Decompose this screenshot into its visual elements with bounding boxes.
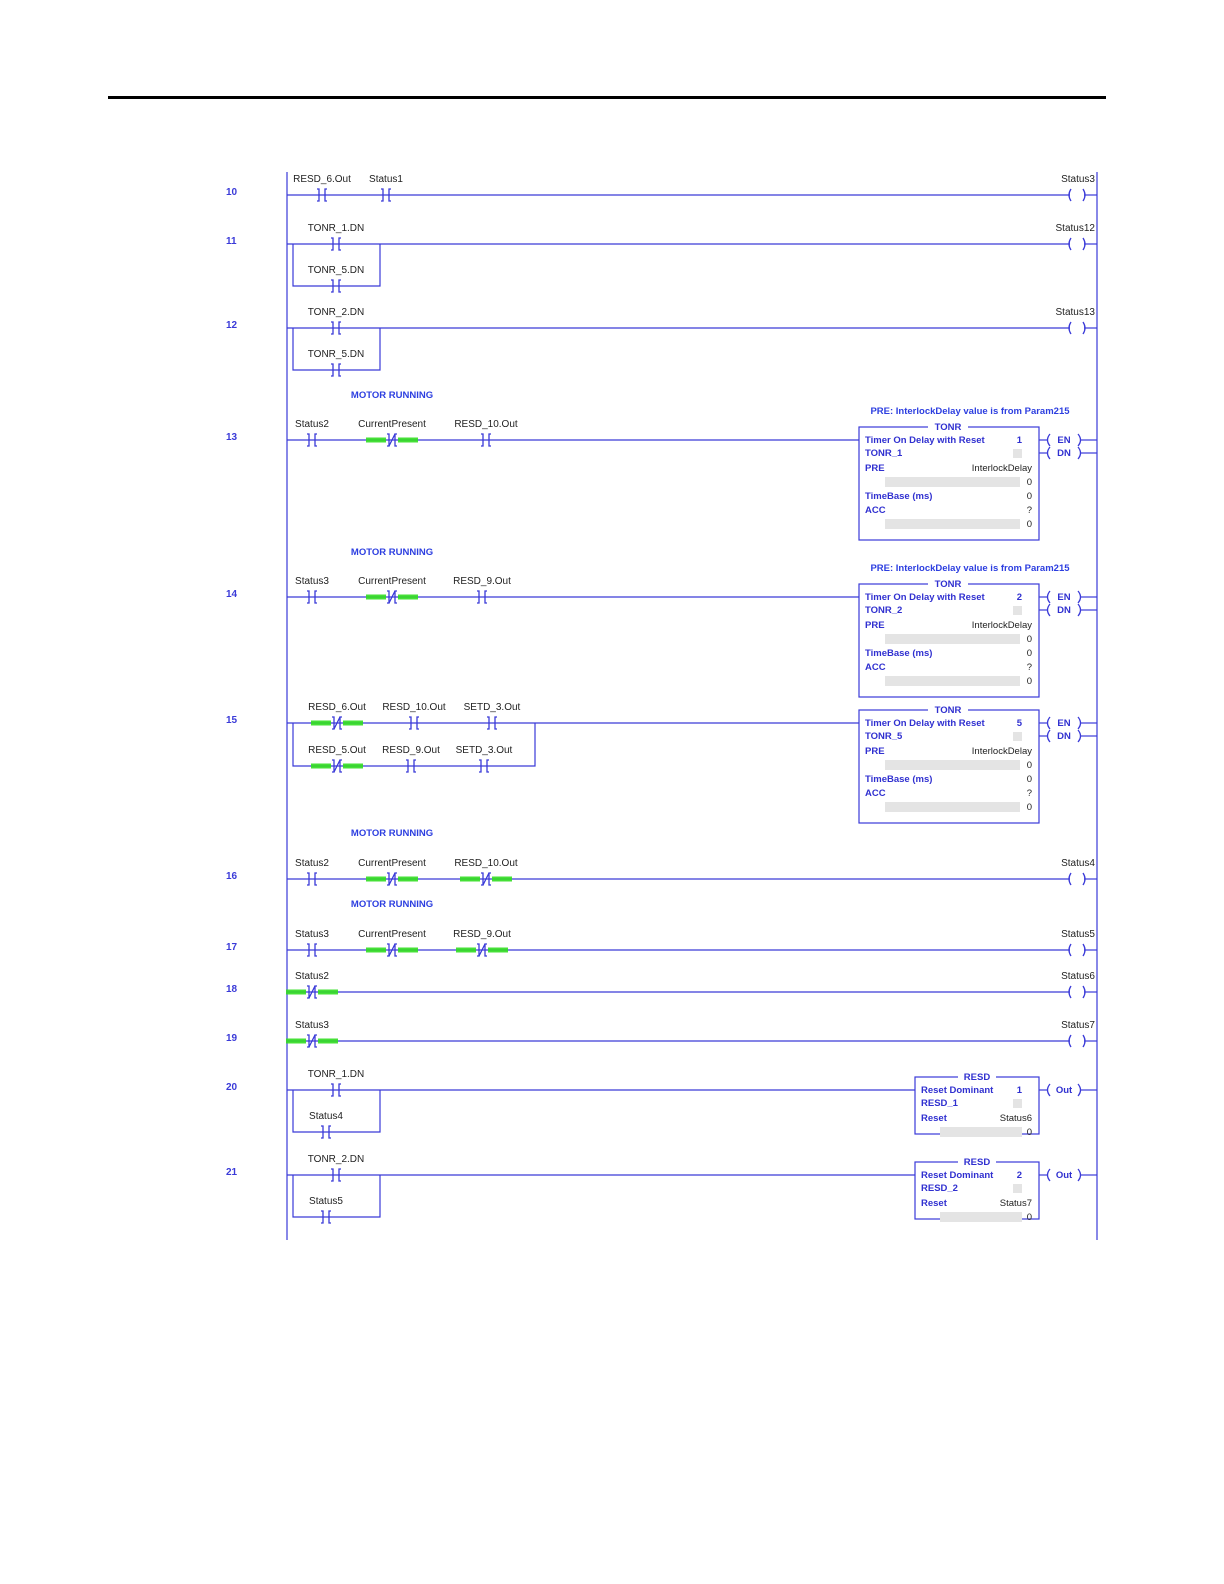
output-coil[interactable]: [1061, 1020, 1095, 1047]
output-right-arc: [1078, 1169, 1081, 1181]
block-tag: RESD_2: [921, 1183, 958, 1194]
coil-label: Status13: [1055, 307, 1095, 318]
contact-label: CurrentPresent: [358, 929, 426, 940]
timebase-value: 0: [1026, 491, 1032, 502]
contact[interactable]: [308, 1154, 365, 1181]
block-title: TONR: [934, 705, 962, 716]
block-number: 5: [1016, 718, 1022, 729]
resd-instruction-block[interactable]: [915, 1071, 1097, 1138]
coil-label: Status12: [1055, 223, 1095, 234]
acc-number: 0: [1026, 676, 1032, 687]
contact[interactable]: [453, 576, 511, 603]
contact-label: RESD_6.Out: [308, 702, 366, 713]
contact-label: Status3: [295, 576, 329, 587]
contact[interactable]: [309, 1196, 343, 1223]
output-right-arc: [1078, 591, 1081, 603]
contact-label: RESD_10.Out: [382, 702, 446, 713]
contact-label: Status2: [295, 419, 329, 430]
coil-label: Status6: [1061, 971, 1095, 982]
pre-label: PRE: [865, 620, 885, 631]
output-right-arc: [1078, 447, 1081, 459]
contact[interactable]: [286, 1020, 338, 1047]
acc-value: ?: [1026, 788, 1032, 799]
block-name: Reset Dominant: [921, 1170, 994, 1181]
contact-label: TONR_1.DN: [307, 1069, 365, 1080]
contact[interactable]: [456, 745, 513, 772]
rung-number: 14: [226, 589, 238, 600]
acc-number: 0: [1026, 519, 1032, 530]
contact-label: RESD_5.Out: [308, 745, 366, 756]
pre-value: InterlockDelay: [971, 463, 1032, 474]
output-coil[interactable]: [1056, 307, 1096, 334]
gray-field: [885, 519, 1020, 529]
output-label-out: Out: [1055, 1170, 1073, 1181]
timebase-label: TimeBase (ms): [865, 491, 933, 502]
contact[interactable]: [358, 929, 426, 956]
rung-number: 19: [226, 1033, 238, 1044]
gray-field: [940, 1127, 1022, 1137]
contact[interactable]: [295, 929, 329, 956]
output-coil[interactable]: [1061, 971, 1095, 998]
contact[interactable]: [308, 265, 365, 292]
contact[interactable]: [358, 576, 426, 603]
block-name: Timer On Delay with Reset: [865, 718, 985, 729]
block-number: 1: [1016, 435, 1022, 446]
rung-comment: MOTOR RUNNING: [350, 828, 434, 839]
resd-instruction-block[interactable]: [915, 1156, 1097, 1223]
output-left-arc: [1048, 717, 1051, 729]
acc-value: ?: [1026, 662, 1032, 673]
block-name: Timer On Delay with Reset: [865, 592, 985, 603]
contact[interactable]: [454, 858, 518, 885]
rung-number: 10: [226, 187, 238, 198]
rung-number: 20: [226, 1082, 238, 1093]
block-tag: RESD_1: [921, 1098, 958, 1109]
tonr-instruction-block[interactable]: [859, 563, 1097, 697]
timebase-value: 0: [1026, 774, 1032, 785]
acc-number: 0: [1026, 802, 1032, 813]
contact-label: Status3: [295, 1020, 329, 1031]
output-coil[interactable]: [1061, 929, 1095, 956]
output-right-arc: [1078, 717, 1081, 729]
block-tag: TONR_2: [865, 605, 903, 616]
contact-label: Status2: [295, 971, 329, 982]
rung-number: 12: [226, 320, 238, 331]
coil-label: Status3: [1061, 174, 1095, 185]
output-label-dn: DN: [1057, 605, 1071, 616]
pre-number: 0: [1026, 477, 1032, 488]
contact[interactable]: [286, 971, 338, 998]
rung-comment: MOTOR RUNNING: [350, 547, 434, 558]
contact-label: RESD_10.Out: [454, 858, 518, 869]
output-right-arc: [1078, 434, 1081, 446]
output-left-arc: [1048, 1084, 1051, 1096]
block-tag: TONR_5: [865, 731, 903, 742]
output-label-dn: DN: [1057, 731, 1071, 742]
contact[interactable]: [358, 419, 426, 446]
contact-label: Status1: [369, 174, 403, 185]
output-left-arc: [1048, 447, 1051, 459]
contact-label: TONR_5.DN: [307, 349, 365, 360]
rung-comment: MOTOR RUNNING: [350, 390, 434, 401]
block-name: Reset Dominant: [921, 1085, 994, 1096]
tonr-instruction-block[interactable]: [859, 704, 1097, 823]
pre-number: 0: [1026, 760, 1032, 771]
contact[interactable]: [308, 307, 365, 334]
output-left-arc: [1048, 1169, 1051, 1181]
output-left-arc: [1048, 434, 1051, 446]
contact-label: TONR_5.DN: [307, 265, 365, 276]
contact[interactable]: [358, 858, 426, 885]
contact[interactable]: [382, 745, 440, 772]
reset-value: Status7: [999, 1198, 1032, 1209]
contact-label: Status5: [309, 1196, 343, 1207]
contact[interactable]: [453, 929, 511, 956]
block-button-icon[interactable]: [1013, 1184, 1022, 1193]
rung-number: 18: [226, 984, 238, 995]
gray-field: [940, 1212, 1022, 1222]
pre-value: InterlockDelay: [971, 746, 1032, 757]
contact-label: RESD_6.Out: [293, 174, 351, 185]
block-button-icon[interactable]: [1013, 606, 1022, 615]
acc-label: ACC: [865, 505, 886, 516]
contact-label: SETD_3.Out: [455, 745, 513, 756]
block-title: RESD: [963, 1072, 991, 1083]
rung-number: 13: [226, 432, 238, 443]
contact-label: RESD_10.Out: [454, 419, 518, 430]
gray-field: [885, 676, 1020, 686]
contact[interactable]: [454, 419, 518, 446]
contact[interactable]: [308, 223, 365, 250]
gray-field: [885, 477, 1020, 487]
contact[interactable]: [308, 702, 366, 729]
reset-number: 0: [1026, 1212, 1032, 1223]
block-title: RESD: [963, 1157, 991, 1168]
acc-label: ACC: [865, 662, 886, 673]
acc-value: ?: [1026, 505, 1032, 516]
output-right-arc: [1078, 604, 1081, 616]
tonr-instruction-block[interactable]: [859, 406, 1097, 540]
contact-label: Status2: [295, 858, 329, 869]
output-coil[interactable]: [1056, 223, 1096, 250]
contact-label: RESD_9.Out: [453, 929, 511, 940]
contact-label: Status4: [309, 1111, 343, 1122]
reset-number: 0: [1026, 1127, 1032, 1138]
output-label-out: Out: [1055, 1085, 1073, 1096]
rung-number: 17: [226, 942, 238, 953]
output-right-arc: [1078, 730, 1081, 742]
contact-label: Status3: [295, 929, 329, 940]
output-right-arc: [1078, 1084, 1081, 1096]
contact[interactable]: [308, 745, 366, 772]
pre-label: PRE: [865, 746, 885, 757]
block-number: 2: [1016, 1170, 1022, 1181]
output-left-arc: [1048, 730, 1051, 742]
contact-label: TONR_2.DN: [307, 307, 365, 318]
pre-label: PRE: [865, 463, 885, 474]
contact-label: CurrentPresent: [358, 419, 426, 430]
coil-label: Status7: [1061, 1020, 1095, 1031]
contact-label: CurrentPresent: [358, 858, 426, 869]
block-number: 2: [1016, 592, 1022, 603]
gray-field: [885, 802, 1020, 812]
output-coil[interactable]: [1061, 858, 1095, 885]
block-title: TONR: [934, 422, 962, 433]
coil-label: Status5: [1061, 929, 1095, 940]
contact[interactable]: [309, 1111, 343, 1138]
reset-value: Status6: [999, 1113, 1032, 1124]
reset-label: Reset: [921, 1113, 947, 1124]
block-note: PRE: InterlockDelay value is from Param215: [870, 406, 1070, 417]
contact-label: RESD_9.Out: [382, 745, 440, 756]
block-button-icon[interactable]: [1013, 732, 1022, 741]
block-title: TONR: [934, 579, 962, 590]
block-button-icon[interactable]: [1013, 1099, 1022, 1108]
contact[interactable]: [308, 349, 365, 376]
gray-field: [885, 634, 1020, 644]
contact[interactable]: [382, 702, 446, 729]
block-button-icon[interactable]: [1013, 449, 1022, 458]
output-left-arc: [1048, 604, 1051, 616]
contact-label: TONR_2.DN: [307, 1154, 365, 1165]
contact[interactable]: [293, 174, 351, 201]
timebase-label: TimeBase (ms): [865, 774, 933, 785]
rung-number: 15: [226, 715, 238, 726]
rung-number: 21: [226, 1167, 238, 1178]
acc-label: ACC: [865, 788, 886, 799]
block-name: Timer On Delay with Reset: [865, 435, 985, 446]
coil-label: Status4: [1061, 858, 1095, 869]
gray-field: [885, 760, 1020, 770]
output-label-dn: DN: [1057, 448, 1071, 459]
block-tag: TONR_1: [865, 448, 903, 459]
block-number: 1: [1016, 1085, 1022, 1096]
block-note: PRE: InterlockDelay value is from Param215: [870, 563, 1070, 574]
rung-comment: MOTOR RUNNING: [350, 899, 434, 910]
contact-label: SETD_3.Out: [463, 702, 521, 713]
rung-number: 16: [226, 871, 238, 882]
contact-label: CurrentPresent: [358, 576, 426, 587]
contact[interactable]: [369, 174, 403, 201]
pre-value: InterlockDelay: [971, 620, 1032, 631]
output-label-en: EN: [1057, 435, 1071, 446]
pre-number: 0: [1026, 634, 1032, 645]
contact[interactable]: [295, 419, 329, 446]
contact[interactable]: [295, 576, 329, 603]
output-label-en: EN: [1057, 718, 1071, 729]
contact[interactable]: [464, 702, 521, 729]
contact[interactable]: [295, 858, 329, 885]
timebase-label: TimeBase (ms): [865, 648, 933, 659]
output-left-arc: [1048, 591, 1051, 603]
contact-label: TONR_1.DN: [307, 223, 365, 234]
rung-number: 11: [226, 236, 237, 247]
output-coil[interactable]: [1061, 174, 1095, 201]
reset-label: Reset: [921, 1198, 947, 1209]
output-label-en: EN: [1057, 592, 1071, 603]
timebase-value: 0: [1026, 648, 1032, 659]
contact-label: RESD_9.Out: [453, 576, 511, 587]
contact[interactable]: [308, 1069, 365, 1096]
